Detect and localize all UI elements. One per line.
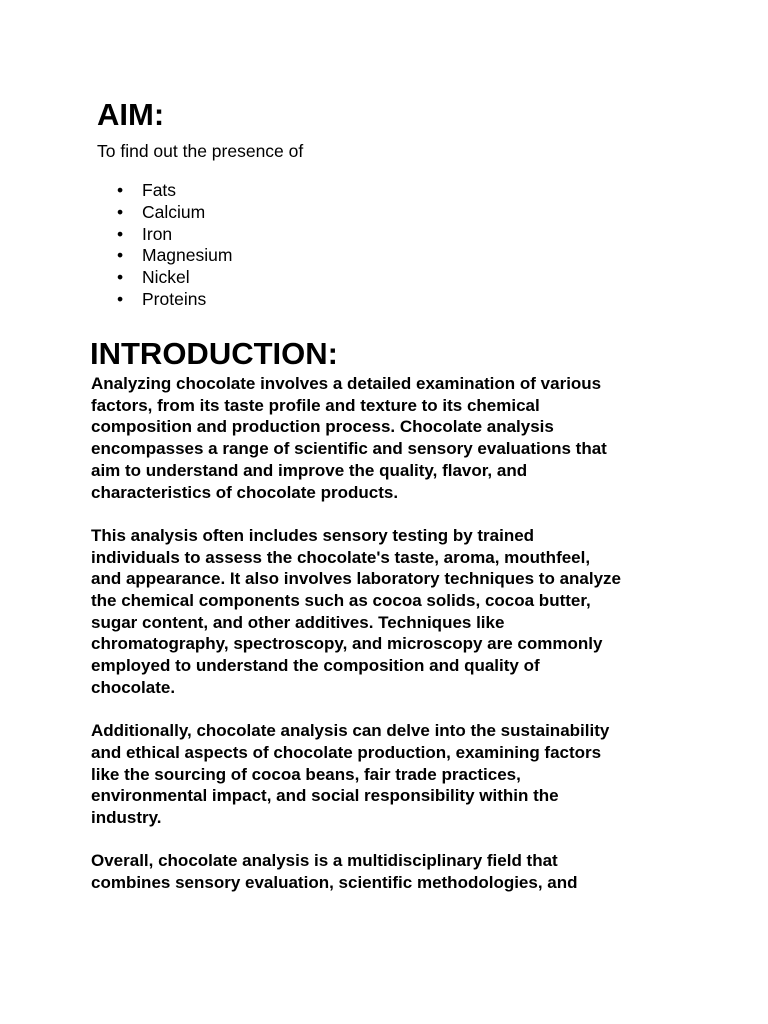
introduction-paragraph-1: [91, 373, 691, 503]
text-line: chocolate.: [91, 677, 176, 697]
text-line: individuals to assess the chocolate's taste, aroma, mouthfeel,: [91, 547, 591, 567]
text-line: environmental impact, and social responsibility within the: [91, 786, 559, 806]
text-line: Overall, chocolate analysis is a multidisciplinary field that: [91, 851, 558, 871]
text-line: sugar content, and other additives. Techniques like: [91, 612, 505, 632]
aim-bullet-list: [117, 180, 232, 311]
list-item: • Magnesium: [117, 245, 232, 267]
text-line: This analysis often includes sensory testing by trained: [91, 525, 535, 545]
introduction-paragraph-2: [91, 525, 691, 699]
aim-heading: AIM:: [97, 97, 165, 132]
text-line: employed to understand the composition and quality of: [91, 656, 540, 676]
text-line: aim to understand and improve the quality, flavor, and: [91, 460, 528, 480]
text-line: Additionally, chocolate analysis can delve into the sustainability: [91, 721, 610, 741]
text-line: industry.: [91, 808, 162, 828]
introduction-paragraph-3: [91, 720, 691, 829]
text-line: Analyzing chocolate involves a detailed examination of various: [91, 374, 602, 393]
list-item: • Proteins: [117, 289, 232, 311]
text-line: and appearance. It also involves laboratory techniques to analyze: [91, 569, 622, 589]
list-item: • Iron: [117, 224, 232, 246]
introduction-paragraph-4: [91, 850, 691, 893]
text-line: composition and production process. Chocolate analysis: [91, 417, 554, 437]
text-line: characteristics of chocolate products.: [91, 482, 399, 502]
text-line: combines sensory evaluation, scientific methodologies, and: [91, 873, 578, 893]
text-line: like the sourcing of cocoa beans, fair trade practices,: [91, 764, 521, 784]
introduction-body: [91, 373, 691, 916]
text-line: the chemical components such as cocoa solids, cocoa butter,: [91, 591, 591, 611]
text-line: factors, from its taste profile and texture to its chemical: [91, 395, 540, 415]
text-line: and ethical aspects of chocolate production, examining factors: [91, 742, 602, 762]
text-line: encompasses a range of scientific and sensory evaluations that: [91, 439, 607, 459]
list-item: • Nickel: [117, 267, 232, 289]
list-item: • Fats: [117, 180, 232, 202]
introduction-heading: INTRODUCTION:: [90, 336, 338, 371]
aim-lead-text: To find out the presence of: [97, 141, 304, 161]
list-item: • Calcium: [117, 202, 232, 224]
text-line: chromatography, spectroscopy, and microscopy are commonly: [91, 634, 603, 654]
